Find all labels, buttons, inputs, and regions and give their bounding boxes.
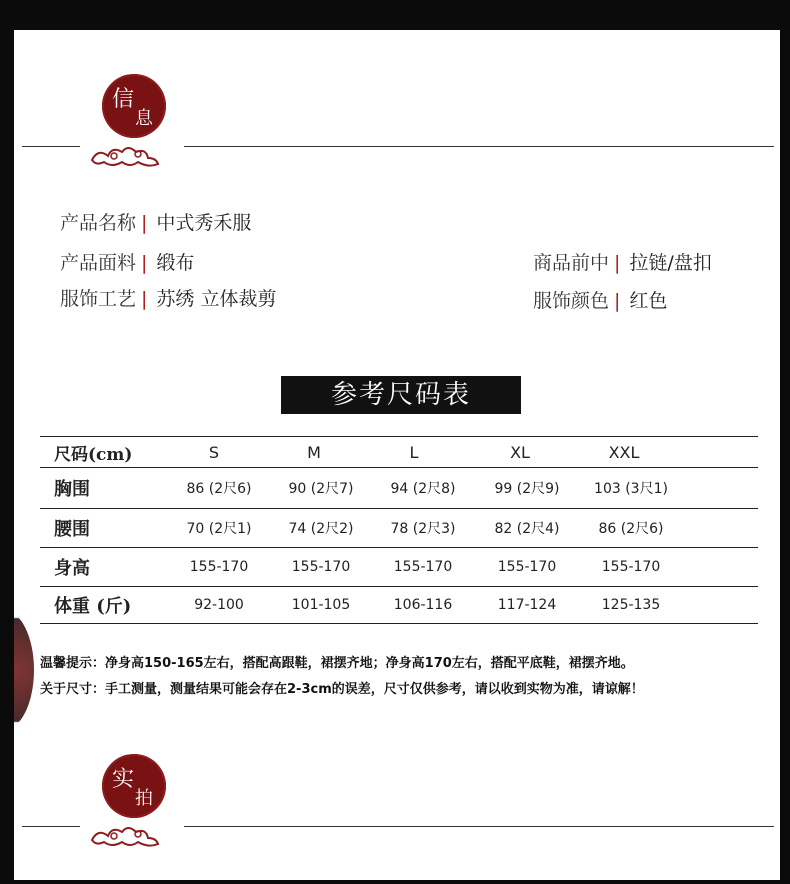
tip-note: 温馨提示：净身高150-165左右，搭配高跟鞋，裙摆齐地；净身高170左右，搭配平底鞋，裙摆齐地。 <box>40 656 634 671</box>
info-label: 服饰颜色 <box>533 290 610 312</box>
info-label: 商品前中 <box>533 252 610 274</box>
header-cell: 尺码(cm) <box>54 444 133 465</box>
table-cell: 74 (2尺2) <box>288 521 354 537</box>
badge-char: 拍 <box>135 788 153 809</box>
table-cell: 155-170 <box>601 559 661 575</box>
header-cell: S <box>208 442 220 462</box>
cloud-ornament-icon <box>84 820 174 850</box>
table-cell: 106-116 <box>393 597 453 613</box>
table-cell: 155-170 <box>291 559 351 575</box>
info-badge <box>102 74 166 138</box>
info-label: 产品面料 <box>60 252 137 274</box>
info-value: 苏绣 立体裁剪 <box>156 288 277 310</box>
info-craft <box>60 284 276 311</box>
info-color <box>533 286 667 313</box>
header-cell: M <box>307 442 321 462</box>
divider-line <box>184 826 774 827</box>
row-label: 身高 <box>54 558 90 579</box>
table-cell: 125-135 <box>601 597 661 613</box>
info-value: 拉链/盘扣 <box>629 252 712 274</box>
info-separator: | <box>614 252 621 274</box>
table-row <box>40 467 758 508</box>
table-cell: 155-170 <box>189 559 249 575</box>
info-separator: | <box>141 288 148 310</box>
table-cell: 86 (2尺6) <box>598 521 664 537</box>
info-separator: | <box>614 290 621 312</box>
row-label: 体重 (斤) <box>54 596 132 617</box>
table-row <box>40 586 758 624</box>
divider-line <box>184 146 774 147</box>
divider-line <box>22 146 80 147</box>
info-separator: | <box>141 252 148 274</box>
table-cell: 86 (2尺6) <box>186 481 252 497</box>
info-label: 产品名称 <box>60 212 137 234</box>
table-cell: 92-100 <box>194 597 244 613</box>
table-row <box>40 508 758 547</box>
size-note: 关于尺寸：手工测量，测量结果可能会存在2-3cm的误差，尺寸仅供参考，请以收到实物为准，请谅解！ <box>40 682 644 697</box>
table-cell: 82 (2尺4) <box>494 521 560 537</box>
table-cell: 99 (2尺9) <box>494 481 560 497</box>
table-cell: 155-170 <box>497 559 557 575</box>
badge-char: 息 <box>135 108 153 129</box>
header-cell: XXL <box>608 442 640 462</box>
info-value: 缎布 <box>156 252 195 274</box>
size-table-header <box>40 436 758 467</box>
row-label: 腰围 <box>54 519 90 540</box>
table-cell: 70 (2尺1) <box>186 521 252 537</box>
table-cell: 90 (2尺7) <box>288 481 354 497</box>
decorative-red-blob <box>14 610 34 730</box>
info-front-closure <box>533 248 712 275</box>
table-cell: 78 (2尺3) <box>390 521 456 537</box>
table-cell: 103 (3尺1) <box>594 481 668 497</box>
info-value: 红色 <box>629 290 668 312</box>
badge-char: 信 <box>112 87 135 112</box>
table-cell: 94 (2尺8) <box>390 481 456 497</box>
info-value: 中式秀禾服 <box>156 212 252 234</box>
size-table <box>40 436 758 624</box>
size-chart-title: 参考尺码表 <box>281 376 521 414</box>
photo-badge <box>102 754 166 818</box>
header-cell: XL <box>510 442 530 462</box>
info-label: 服饰工艺 <box>60 288 137 310</box>
info-fabric <box>60 248 194 275</box>
info-separator: | <box>141 212 148 234</box>
product-detail-page <box>14 30 780 880</box>
table-cell: 101-105 <box>291 597 351 613</box>
table-row <box>40 547 758 586</box>
header-cell: L <box>409 442 419 462</box>
divider-line <box>22 826 80 827</box>
photo-badge-section <box>14 740 780 830</box>
table-cell: 155-170 <box>393 559 453 575</box>
table-cell: 117-124 <box>497 597 557 613</box>
info-product-name <box>60 208 251 235</box>
cloud-ornament-icon <box>84 140 174 170</box>
info-badge-section <box>14 60 780 150</box>
row-label: 胸围 <box>54 479 90 500</box>
badge-char: 实 <box>112 767 135 792</box>
